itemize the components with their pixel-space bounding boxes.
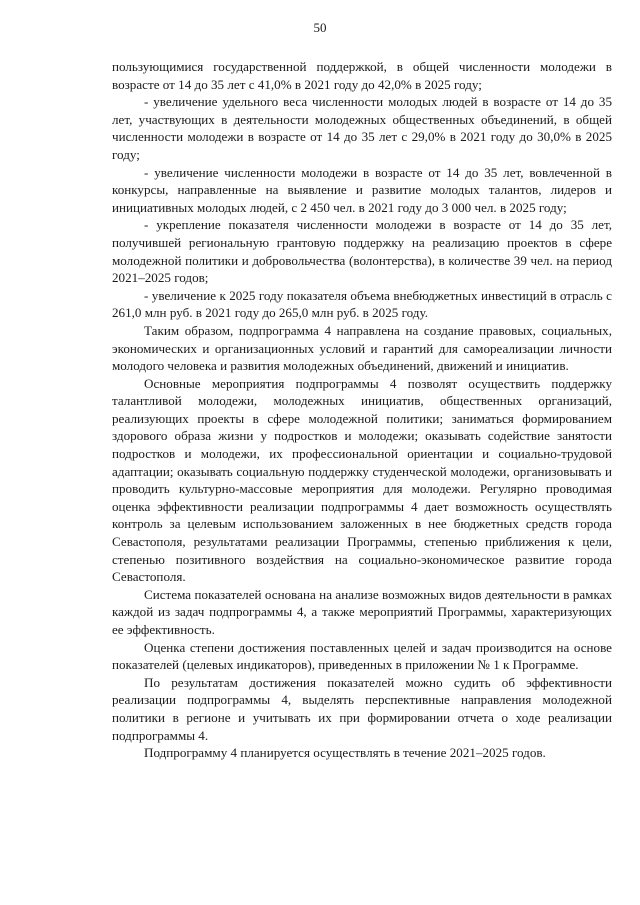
paragraph-continuation: пользующимися государственной поддержкой, в общей численности молодежи в возрасте от 14 до 35 лет с 41,0% в 2021 году до 42,0% в 2025 году; <box>112 59 612 92</box>
paragraph-timeline: Подпрограмму 4 планируется осуществлять в течение 2021–2025 годов. <box>144 745 546 761</box>
paragraph-indicator-associations: - увеличение удельного веса численности молодых людей в возрасте от 14 до 35 лет, участвующих в деятельности молодежных общественных объединений, в общей численности молодежи в возрасте от 14 до 35 лет с 29,0% в 2021 году до 30,0% в 2025 году; <box>112 94 612 162</box>
paragraph-main-activities: Основные мероприятия подпрограммы 4 позволят осуществить поддержку талантливой молодежи, молодежных инициатив, общественных организаций, реализующих проекты в сфере молодежной политики; заниматься формированием здорового образа жизни у подростков и молодежи; оказывать содействие занятости подростков и молодежи, их профессиональной ориентации и социально-трудовой адаптации; оказывать социальную поддержку студенческой молодежи, организовывать и проводить культурно-массовые мероприятия для молодежи. Регулярно проводимая оценка эффективности реализации подпрограммы 4 дает возможность осуществлять контроль за целевым использованием заложенных в нее бюджетных средств города Севастополя, результатами реализации Программы, степенью приближения к цели, степенью позитивного воздействия на социально-экономическое развитие города Севастополя. <box>112 375 612 585</box>
paragraph-assessment: Оценка степени достижения поставленных целей и задач производится на основе показателей (целевых индикаторов), приведенных в приложении № 1 к Программе. <box>112 639 612 673</box>
paragraph-summary: Таким образом, подпрограмма 4 направлена на создание правовых, социальных, экономических и организационных условий и гарантий для самореализации личности молодого человека и развития молодежных объединений, движений и инициатив. <box>112 322 612 374</box>
page-body <box>112 58 612 762</box>
paragraph-results: По результатам достижения показателей можно судить об эффективности реализации подпрограммы 4, выделять перспективные направления молодежной политики в регионе и учитывать их при формировании отчета о ходе реализации подпрограммы 4. <box>112 674 612 743</box>
paragraph-indicator-system: Система показателей основана на анализе возможных видов деятельности в рамках каждой из задач подпрограммы 4, а также мероприятий Программы, характеризующих ее эффективность. <box>112 586 612 637</box>
paragraph-indicator-grants: - укрепление показателя численности молодежи в возрасте от 14 до 35 лет, получившей региональную грантовую поддержку на реализацию проектов в сфере молодежной политики и добровольчества (волонтерства), в количестве 39 чел. на период 2021–2025 годов; <box>112 217 612 286</box>
page-number: 50 <box>313 20 327 35</box>
paragraph-indicator-contests: - увеличение численности молодежи в возрасте от 14 до 35 лет, вовлеченной в конкурсы, направленные на выявление и развитие молодых талантов, лидеров и инициативных молодых людей, с 2 450 чел. в 2021 году до 3 000 чел. в 2025 году; <box>112 164 612 215</box>
paragraph-indicator-investments: - увеличение к 2025 году показателя объема внебюджетных инвестиций в отрасль с 261,0 млн руб. в 2021 году до 265,0 млн руб. в 2025 году. <box>112 287 612 321</box>
